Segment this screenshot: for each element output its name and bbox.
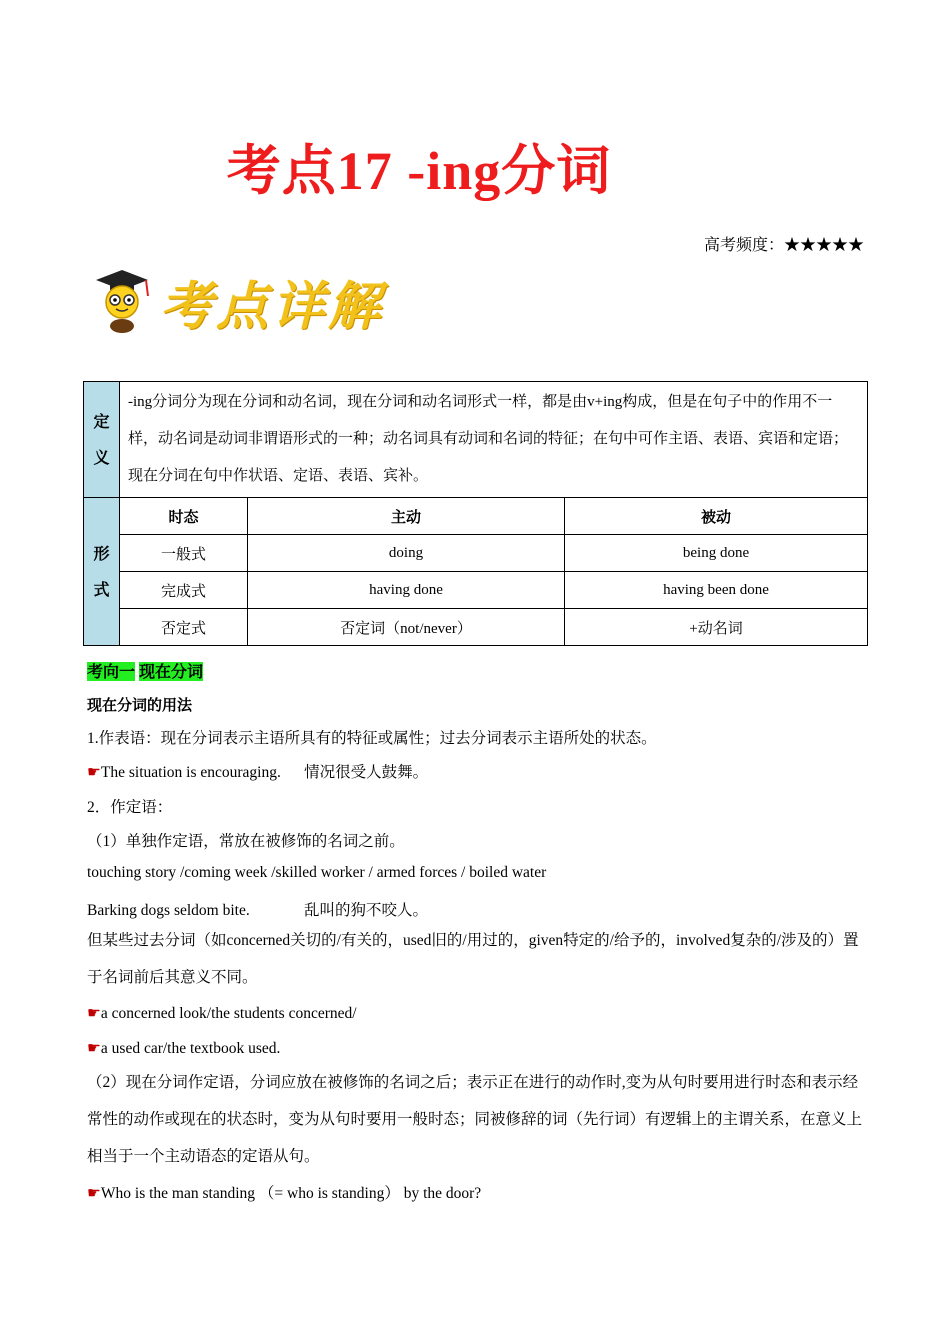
table-cell: 一般式 xyxy=(120,535,248,572)
section-heading xyxy=(87,659,867,682)
example-text: Who is the man standing （= who is standing） by the door? xyxy=(100,1185,482,1202)
form-label-char-1: 形 xyxy=(93,543,110,563)
paragraph: 但某些过去分词（如concerned关切的/有关的，used旧的/用过的，given特定的/给予的，involved复杂的/涉及的）置于名词前后其意义不同。 xyxy=(87,932,859,986)
definition-table xyxy=(83,381,868,646)
paragraph: touching story /coming week /skilled worker / armed forces / boiled water xyxy=(87,864,547,881)
table-cell: having been done xyxy=(565,572,868,609)
table-row xyxy=(84,609,868,646)
table-cell: 否定式 xyxy=(120,609,248,646)
banner-title: 考点详解 xyxy=(160,277,385,337)
example-text: a concerned look/the students concerned/ xyxy=(100,1005,357,1022)
def-label-char-2: 义 xyxy=(93,447,110,467)
header-active: 主动 xyxy=(248,498,565,535)
definition-label xyxy=(84,382,120,498)
form-label xyxy=(84,498,120,646)
paragraph: （1）单独作定语，常放在被修饰的名词之前。 xyxy=(87,833,405,850)
table-cell: being done xyxy=(565,535,868,572)
def-label-char-1: 定 xyxy=(93,411,110,431)
pointing-hand-icon: ☛ xyxy=(87,1185,101,1202)
subheading: 现在分词的用法 xyxy=(87,696,193,714)
form-label-char-2: 式 xyxy=(93,579,110,599)
pointing-hand-icon: ☛ xyxy=(87,1040,101,1057)
table-cell: doing xyxy=(248,535,565,572)
section-banner xyxy=(90,262,390,337)
scholar-mascot-icon xyxy=(90,266,154,334)
paragraph: （2）现在分词作定语，分词应放在被修饰的名词之后；表示正在进行的动作时,变为从句时要用进行时态和表示经常性的动作或现在的状态时，变为从句时要用一般时态；同被修辞的词（先行词）有逻辑上的主谓关系，在意义上相当于一个主动语态的定语从句。 xyxy=(87,1074,863,1165)
pointing-hand-icon: ☛ xyxy=(87,1005,101,1022)
example xyxy=(87,1181,867,1203)
pointing-hand-icon: ☛ xyxy=(87,764,101,781)
table-cell: +动名词 xyxy=(565,609,868,646)
header-passive: 被动 xyxy=(565,498,868,535)
example xyxy=(87,760,867,782)
paragraph: 1.作表语：现在分词表示主语所具有的特征或属性；过去分词表示主语所处的状态。 xyxy=(87,730,657,747)
header-tense: 时态 xyxy=(120,498,248,535)
table-row xyxy=(84,535,868,572)
table-cell: having done xyxy=(248,572,565,609)
table-cell: 否定词（not/never） xyxy=(248,609,565,646)
example xyxy=(87,1004,867,1023)
definition-text: -ing分词分为现在分词和动名词，现在分词和动名词形式一样，都是由v+ing构成，但是在句子中的作用不一样，动名词是动词非谓语形式的一种；动名词具有动词和名词的特征；在句中可作主语、表语、宾语和定语；现在分词在句中作状语、定语、表语、宾补。 xyxy=(120,382,868,498)
table-row xyxy=(84,572,868,609)
example-text: a used car/the textbook used. xyxy=(100,1040,281,1057)
example xyxy=(87,1039,867,1058)
example-text: The situation is encouraging. 情况很受人鼓舞。 xyxy=(100,764,429,781)
paragraph: Barking dogs seldom bite. 乱叫的狗不咬人。 xyxy=(87,902,428,919)
paragraph: 2．作定语： xyxy=(87,799,173,816)
page-title: 考点17 -ing分词 xyxy=(226,141,612,201)
section-heading-topic: 现在分词 xyxy=(139,662,204,681)
section-heading-label: 考向一 xyxy=(87,662,136,681)
frequency-rating: 高考频度：★★★★★ xyxy=(703,237,864,254)
table-cell: 完成式 xyxy=(120,572,248,609)
